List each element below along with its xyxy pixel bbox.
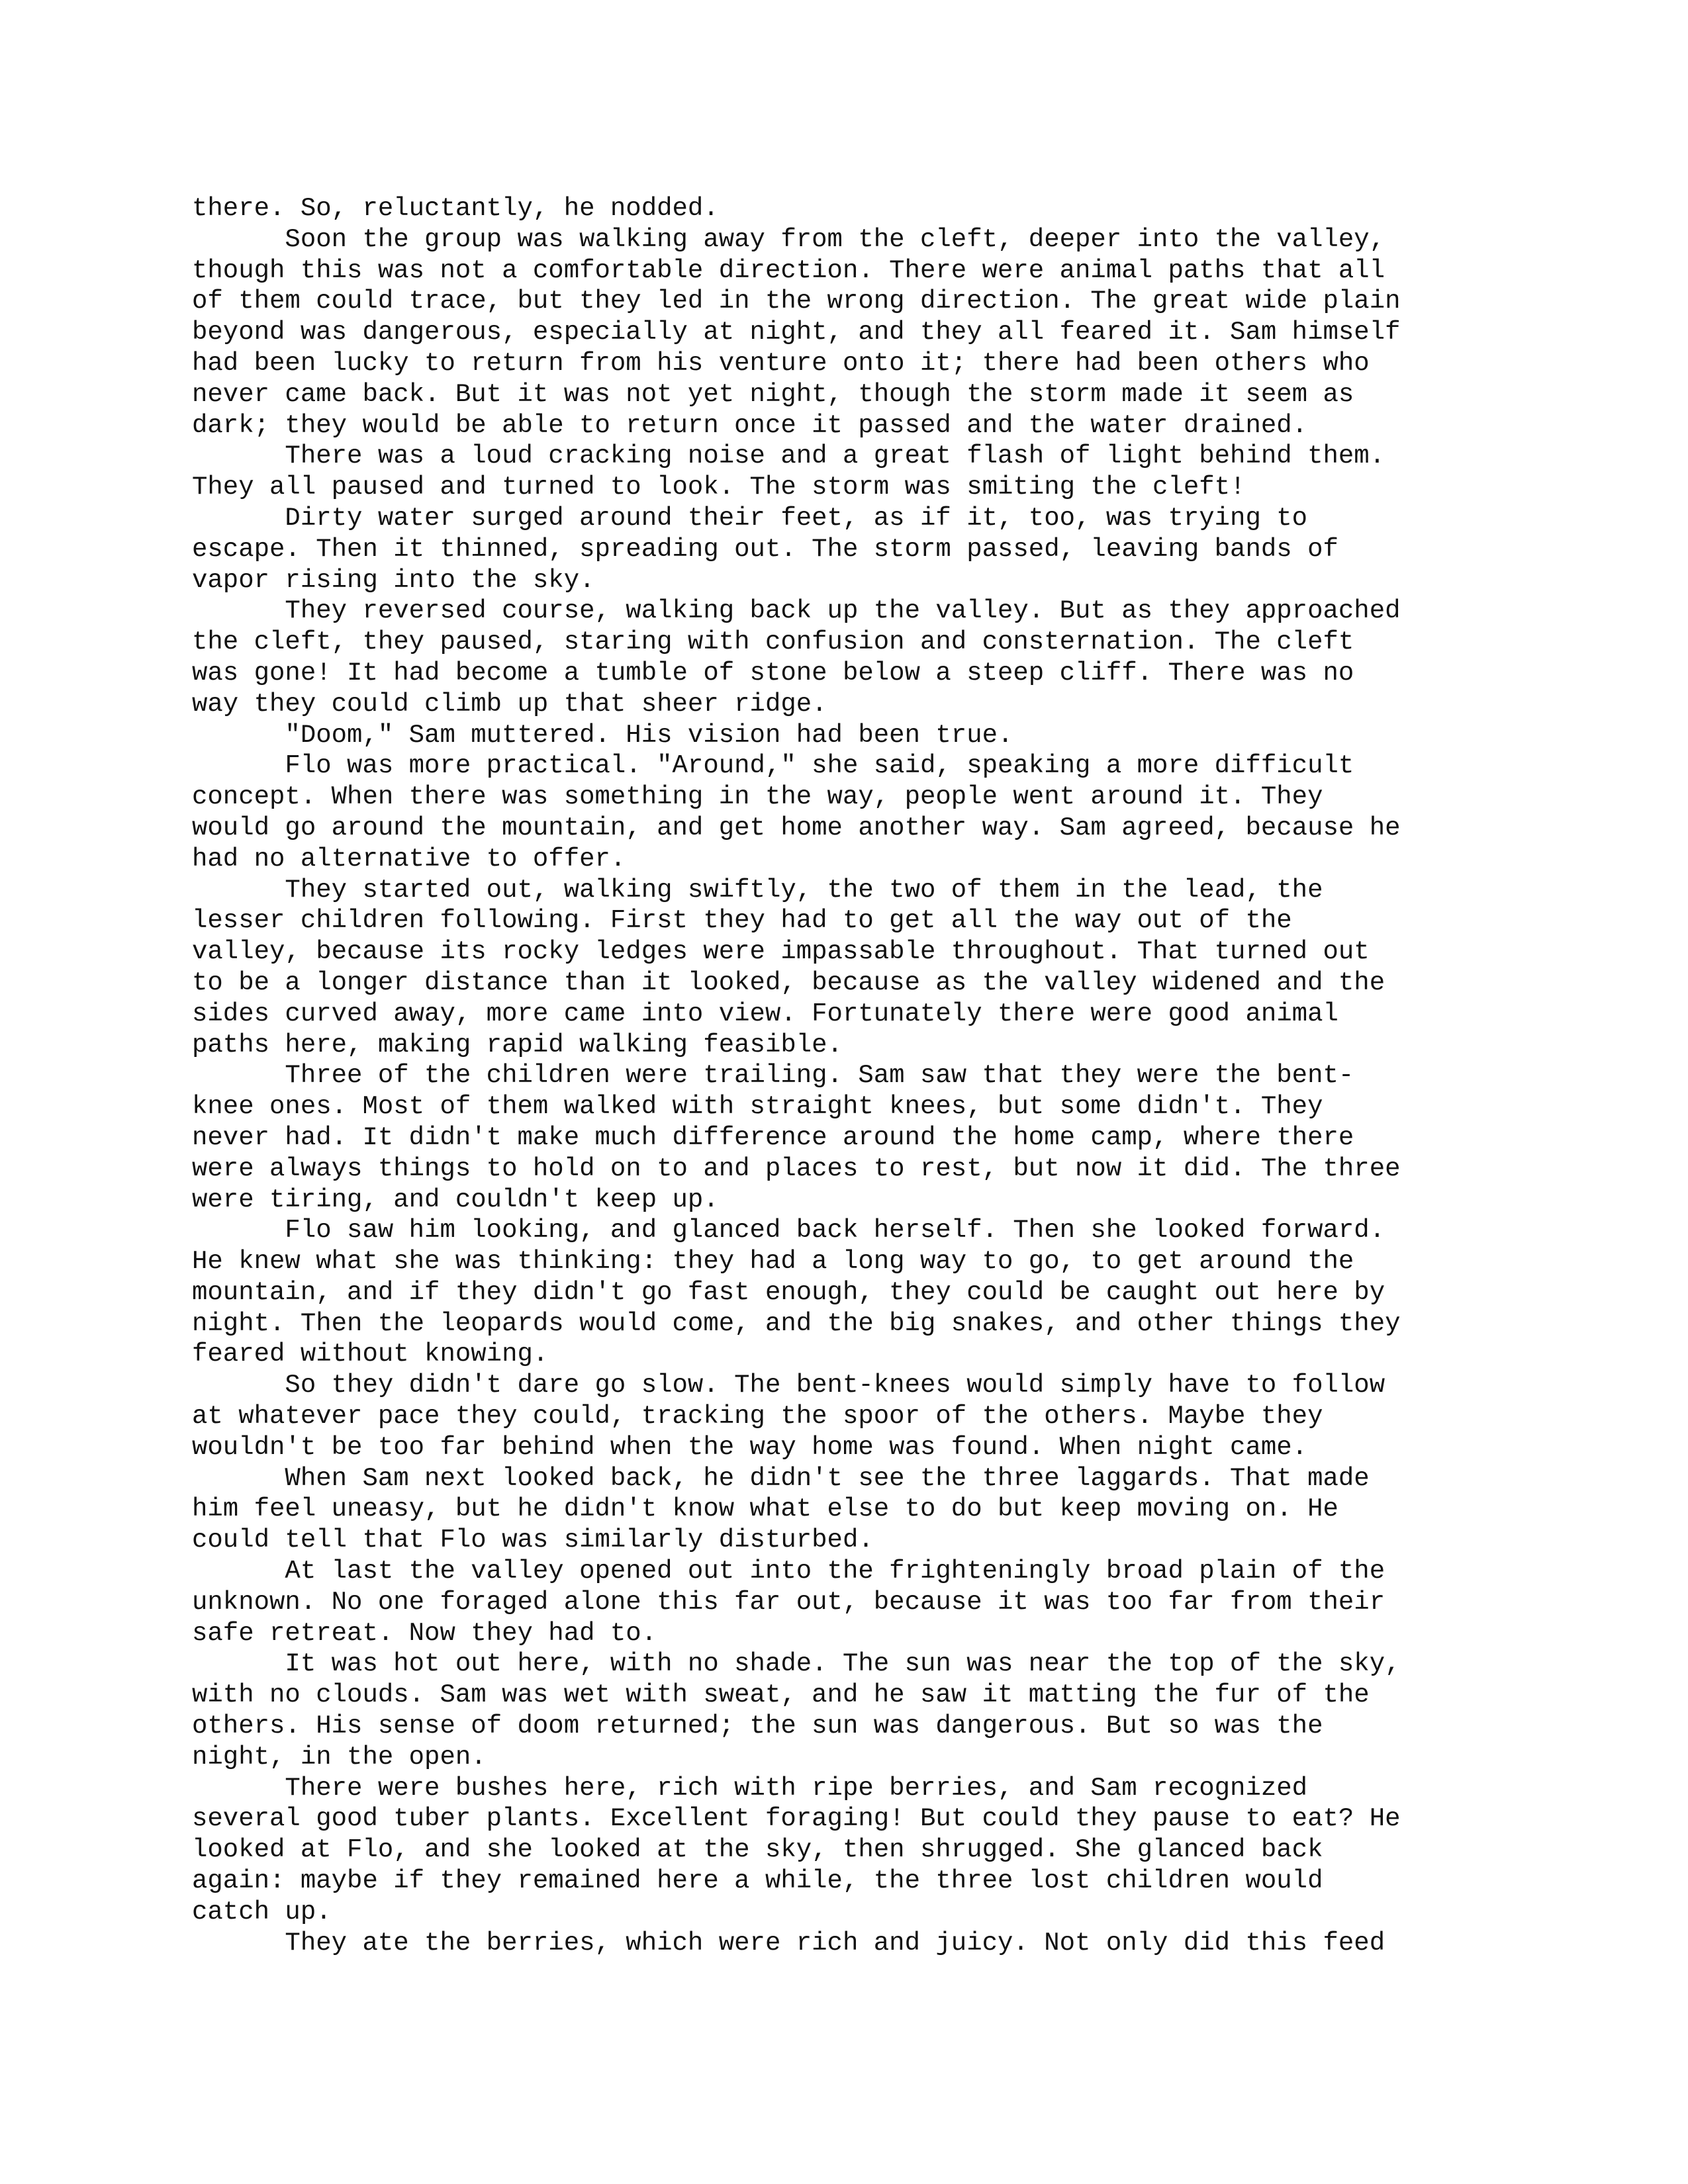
text-line: paths here, making rapid walking feasible. (192, 1030, 843, 1060)
text-line: safe retreat. Now they had to. (192, 1618, 657, 1648)
text-line: When Sam next looked back, he didn't see the three laggards. That made (192, 1463, 1370, 1493)
text-line: catch up. (192, 1897, 332, 1927)
text-line: had no alternative to offer. (192, 844, 626, 874)
text-line: there. So, reluctantly, he nodded. (192, 194, 719, 223)
text-line: the cleft, they paused, staring with confusion and consternation. The cleft (192, 627, 1354, 657)
text-line: way they could climb up that sheer ridge. (192, 689, 827, 719)
text-line: beyond was dangerous, especially at night, and they all feared it. Sam himself (192, 318, 1401, 347)
text-line: him feel uneasy, but he didn't know what else to do but keep moving on. He (192, 1494, 1338, 1524)
text-line: night. Then the leopards would come, and the big snakes, and other things they (192, 1308, 1401, 1338)
text-line: He knew what she was thinking: they had a long way to go, to get around the (192, 1247, 1354, 1277)
text-line: Soon the group was walking away from the cleft, deeper into the valley, (192, 224, 1385, 254)
text-line: was gone! It had become a tumble of stone below a steep cliff. There was no (192, 658, 1354, 688)
text-line: night, in the open. (192, 1742, 487, 1772)
document-page (192, 193, 1516, 1958)
text-line: looked at Flo, and she looked at the sky, then shrugged. She glanced back (192, 1835, 1323, 1865)
text-line: Three of the children were trailing. Sam saw that they were the bent- (192, 1061, 1354, 1091)
text-line: with no clouds. Sam was wet with sweat, and he saw it matting the fur of the (192, 1680, 1370, 1710)
text-line: of them could trace, but they led in the wrong direction. The great wide plain (192, 287, 1401, 316)
text-line: to be a longer distance than it looked, because as the valley widened and the (192, 968, 1385, 997)
text-line: could tell that Flo was similarly disturbed. (192, 1525, 874, 1555)
text-line: Dirty water surged around their feet, as if it, too, was trying to (192, 503, 1308, 533)
text-line: mountain, and if they didn't go fast enough, they could be caught out here by (192, 1277, 1385, 1307)
text-line: others. His sense of doom returned; the sun was dangerous. But so was the (192, 1711, 1323, 1741)
text-line: were always things to hold on to and places to rest, but now it did. The three (192, 1154, 1401, 1183)
text-line: There were bushes here, rich with ripe berries, and Sam recognized (192, 1773, 1308, 1803)
text-line: escape. Then it thinned, spreading out. The storm passed, leaving bands of (192, 534, 1338, 564)
text-line: They reversed course, walking back up the valley. But as they approached (192, 596, 1401, 626)
text-line: had been lucky to return from his venture onto it; there had been others who (192, 348, 1370, 378)
text-line: There was a loud cracking noise and a great flash of light behind them. (192, 441, 1385, 471)
text-line: would go around the mountain, and get home another way. Sam agreed, because he (192, 813, 1401, 842)
text-line: again: maybe if they remained here a while, the three lost children would (192, 1866, 1323, 1896)
text-line: at whatever pace they could, tracking the spoor of the others. Maybe they (192, 1402, 1323, 1432)
text-line: wouldn't be too far behind when the way home was found. When night came. (192, 1432, 1308, 1462)
text-line: So they didn't dare go slow. The bent-knees would simply have to follow (192, 1371, 1385, 1400)
text-line: At last the valley opened out into the frighteningly broad plain of the (192, 1557, 1385, 1586)
text-line: concept. When there was something in the way, people went around it. They (192, 782, 1323, 812)
text-line: They ate the berries, which were rich and juicy. Not only did this feed (192, 1928, 1385, 1958)
text-line: lesser children following. First they had to get all the way out of the (192, 906, 1292, 936)
text-line: Flo saw him looking, and glanced back herself. Then she looked forward. (192, 1216, 1385, 1246)
text-line: knee ones. Most of them walked with straight knees, but some didn't. They (192, 1092, 1323, 1122)
text-line: valley, because its rocky ledges were impassable throughout. That turned out (192, 937, 1370, 967)
text-line: were tiring, and couldn't keep up. (192, 1185, 719, 1214)
text-line: They all paused and turned to look. The storm was smiting the cleft! (192, 473, 1246, 502)
text-line: feared without knowing. (192, 1340, 549, 1369)
text-line: Flo was more practical. "Around," she said, speaking a more difficult (192, 751, 1354, 781)
text-line: several good tuber plants. Excellent foraging! But could they pause to eat? He (192, 1804, 1401, 1834)
text-line: "Doom," Sam muttered. His vision had been true. (192, 720, 1013, 750)
text-line: never had. It didn't make much difference around the home camp, where there (192, 1122, 1354, 1152)
text-line: vapor rising into the sky. (192, 565, 595, 595)
text-line: sides curved away, more came into view. Fortunately there were good animal (192, 999, 1338, 1028)
text-line: though this was not a comfortable direction. There were animal paths that all (192, 255, 1385, 285)
text-line: They started out, walking swiftly, the two of them in the lead, the (192, 875, 1323, 905)
text-line: dark; they would be able to return once it passed and the water drained. (192, 410, 1308, 440)
text-line: never came back. But it was not yet night, though the storm made it seem as (192, 379, 1354, 409)
text-line: unknown. No one foraged alone this far out, because it was too far from their (192, 1587, 1385, 1617)
text-line: It was hot out here, with no shade. The sun was near the top of the sky, (192, 1649, 1401, 1679)
